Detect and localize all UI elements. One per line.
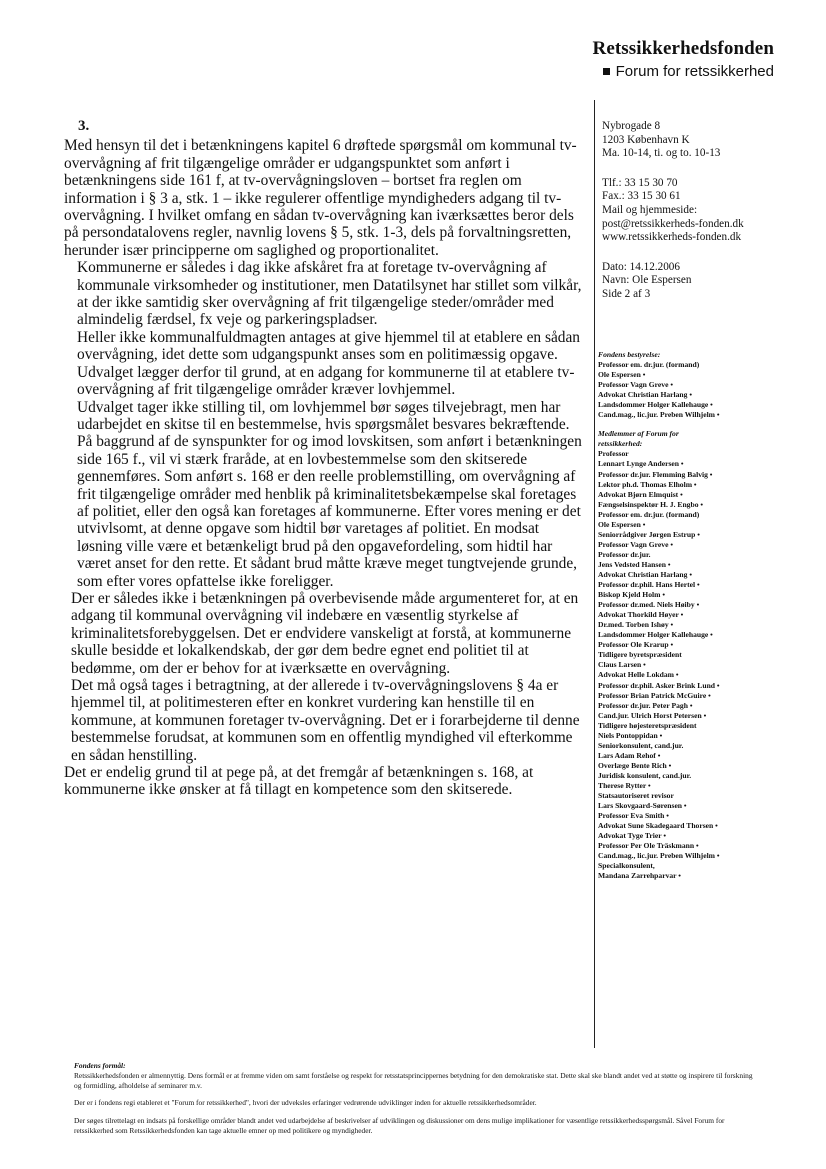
forum-heading-line-1: Medlemmer af Forum for — [598, 429, 679, 439]
forum-member: Tidligere byretspræsident — [598, 650, 682, 660]
forum-member: Dr.med. Torben Ishøy • — [598, 620, 674, 630]
forum-member: Professor dr.jur. — [598, 549, 651, 559]
footer-heading: Fondens formål: — [74, 1061, 126, 1070]
org-name: Retssikkerhedsfonden — [592, 38, 774, 59]
board-member: Cand.mag., lic.jur. Preben Wilhjelm • — [598, 410, 720, 420]
forum-member: Fængselsinspektør H. J. Engbo • — [598, 499, 704, 509]
forum-member: Professor Per Ole Träskmann • — [598, 841, 699, 851]
forum-member: Landsdommer Holger Kallehauge • — [598, 630, 713, 640]
forum-member: Advokat Tyge Trier • — [598, 831, 666, 841]
forum-member: Specialkonsulent, — [598, 861, 655, 871]
board-member: Ole Espersen • — [598, 370, 646, 380]
footer-paragraph-2: Der er i fondens regi etableret et "Forum for retssikkerhed", hvori der udveksles erfaringer vedrørende udviklinger inden for aktuelle retssikkerhedsområder. — [74, 1098, 537, 1108]
website: www.retssikkerheds-fonden.dk — [602, 231, 742, 244]
phone: Tlf.: 33 15 30 70 — [602, 176, 678, 189]
column-divider — [594, 100, 595, 1048]
forum-member: Tidligere højesteretspræsident — [598, 720, 697, 730]
paragraph-5: Udvalget tager ikke stilling til, om lovhjemmel bør søges tilvejebragt, men har udarbejdet en skitse til en bestemmelse, hvis spørgsmålet besvares bekræftende. — [77, 398, 570, 433]
paragraph-3: Heller ikke kommunalfuldmagten antages at give hjemmel til at etablere en sådan overvågning, idet dette som udgangspunkt anses som en politimæssig opgave. — [77, 328, 581, 364]
forum-member: Niels Pontoppidan • — [598, 730, 663, 740]
board-member: Professor em. dr.jur. (formand) — [598, 360, 700, 370]
forum-member: Cand.mag., lic.jur. Preben Wilhjelm • — [598, 851, 720, 861]
org-subtitle — [593, 63, 774, 80]
forum-member: Lektor ph.d. Thomas Elholm • — [598, 479, 697, 489]
forum-member: Overlæge Bente Rich • — [598, 760, 672, 770]
forum-heading-line-2: retssikkerhed: — [598, 439, 643, 449]
forum-member: Professor dr.med. Niels Høiby • — [598, 600, 700, 610]
forum-member: Professor dr.phil. Hans Hertel • — [598, 580, 700, 590]
forum-member: Ole Espersen • — [598, 519, 646, 529]
address-street: Nybrogade 8 — [602, 120, 661, 132]
footer-paragraph-3: Der søges tilrettelagt en indsats på forskellige områder blandt andet ved udarbejdelse af beskrivelser af udviklingen og diskussioner om dens mulige implikationer for væsentlige retssikkerhedsspørgsmål. Såvel Forum for retssikkerhed som Retssikkerhedsfonden kan tage aktuelle emner op med politikere og myndigheder. — [74, 1116, 725, 1135]
forum-member: Professor Ole Krarup • — [598, 640, 674, 650]
forum-member: Cand.jur. Ulrich Horst Petersen • — [598, 710, 707, 720]
forum-member: Professor em. dr.jur. (formand) — [598, 509, 700, 519]
paragraph-1: Med hensyn til det i betænkningens kapitel 6 drøftede spørgsmål om kommunal tv-overvågning af frit tilgængelige områder er udgangspunktet som anført i betænkningens side 161 f, at tv-overvågningsloven – bortset fra reglen om information i § 3 a, stk. 1 – ikke regulerer offentlige myndigheders adgang til tv-overvågning. I hvilket omfang en sådan tv-overvågning kan iværksættes beror dels på persondatalovens regler, navnlig lovens § 5, stk. 1-3, dels på forvaltningsretten, herunder især principperne om saglighed og proportionalitet. — [64, 137, 577, 259]
forum-member: Professor Vagn Greve • — [598, 539, 674, 549]
board-heading: Fondens bestyrelse: — [598, 350, 661, 359]
paragraph-2: Kommunerne er således i dag ikke afskåret fra at foretage tv-overvågning af kommunale virksomheder og institutioner, men Datatilsynet har stillet som vilkår, at der ikke samtidig sker overvågning af frit tilgængelige steder/områder med almindelig færdsel, fx veje og parkeringspladser. — [77, 259, 582, 329]
paragraph-7: Der er således ikke i betænkningen på overbevisende måde argumenteret for, at en adgang til kommunal overvågning vil indebære en væsentlig styrkelse af kriminalitetsforebyggelsen. Det er endvidere vanskeligt at forstå, at kommunerne skulle besidde et lokalkendskab, der gør dem bedre egnet end politiet til at bedømme, om der er behov for at iværksætte en overvågning. — [71, 589, 579, 677]
paragraph-6: På baggrund af de synspunkter for og imod lovskitsen, som anført i betænkningen side 165 f., vil vi stærk fraråde, at en lovbestemmelse som den skitserede gennemføres. Som anført s. 168 er den reelle problemstilling, om overvågning af frit tilgængelige områder med henblik på kriminalitetsbekæmpelse skal foretages af politiet, eller den også kan foretages af kommunerne. Efter vores mening er det utvivlsomt, at denne opgave som hidtil bør varetages af politiet. En modsat løsning ville være et betænkeligt brud på den opgavefordeling, som hidtil har været anset for den rette. Et sådant brud måtte kræve meget tungtvejende grunde, som efter vores opfattelse ikke foreligger. — [77, 433, 582, 590]
forum-member: Professor — [598, 449, 629, 459]
forum-member: Seniorrådgiver Jørgen Estrup • — [598, 529, 700, 539]
board-member: Advokat Christian Harlang • — [598, 390, 693, 400]
opening-hours: Ma. 10-14, ti. og to. 10-13 — [602, 147, 721, 160]
address-block — [602, 120, 802, 161]
letter-meta — [602, 261, 802, 302]
contact-block — [602, 177, 802, 245]
footer-paragraph-1: Retssikkerhedsfonden er almennyttig. Dens formål er at fremme viden om samt forståelse og respekt for retsstatsprincippernes betydning for den demokratiske stat. Dette skal ske blandt andet ved at støtte og inspirere til forskning og formidling, afholdelse af seminarer m.v. — [74, 1070, 753, 1090]
web-label: Mail og hjemmeside: — [602, 203, 698, 216]
forum-member: Seniorkonsulent, cand.jur. — [598, 740, 684, 750]
forum-member: Advokat Christian Harlang • — [598, 569, 693, 579]
page-number: Side 2 af 3 — [602, 287, 651, 300]
address-city: 1203 København K — [602, 133, 690, 146]
board-member: Professor Vagn Greve • — [598, 380, 674, 390]
main-text — [64, 118, 588, 799]
forum-member: Lennart Lynge Andersen • — [598, 459, 684, 469]
forum-heading — [598, 429, 808, 449]
forum-member: Statsautoriseret revisor — [598, 791, 674, 801]
member-lists — [598, 350, 808, 881]
email: post@retssikkerheds-fonden.dk — [602, 217, 744, 230]
contact-info — [602, 120, 802, 318]
board-list — [598, 360, 808, 420]
forum-member: Professor dr.jur. Flemming Balvig • — [598, 469, 713, 479]
forum-member: Claus Larsen • — [598, 660, 646, 670]
section-number: 3. — [78, 118, 90, 134]
bullet-square-icon — [603, 68, 610, 75]
footer — [74, 1061, 754, 1144]
forum-member: Lars Skovgaard-Sørensen • — [598, 801, 687, 811]
forum-member: Advokat Sune Skadegaard Thorsen • — [598, 821, 718, 831]
forum-member: Advokat Helle Lokdam • — [598, 670, 679, 680]
forum-member: Mandana Zarrehparvar • — [598, 871, 681, 881]
board-member: Landsdommer Holger Kallehauge • — [598, 400, 713, 410]
forum-member: Jens Vedsted Hansen • — [598, 559, 671, 569]
forum-list — [598, 449, 808, 881]
forum-member: Juridisk konsulent, cand.jur. — [598, 770, 692, 780]
forum-member: Therese Rytter • — [598, 780, 651, 790]
forum-member: Professor dr.phil. Asker Brink Lund • — [598, 680, 720, 690]
forum-member: Professor Brian Patrick McGuire • — [598, 690, 711, 700]
paragraph-4: Udvalget lægger derfor til grund, at en adgang for kommunerne til at etablere tv-overvågning af frit tilgængelige områder kræver lovhjemmel. — [77, 363, 575, 399]
org-subtitle-text: Forum for retssikkerhed — [615, 63, 774, 80]
forum-member: Biskop Kjeld Holm • — [598, 590, 666, 600]
letter-date: Dato: 14.12.2006 — [602, 260, 680, 273]
paragraph-9: Det er endelig grund til at pege på, at det fremgår af betænkningen s. 168, at kommunerne ikke ønsker at få tillagt en kompetence som den skitserede. — [64, 764, 534, 799]
fax: Fax.: 33 15 30 61 — [602, 190, 681, 203]
forum-member: Advokat Thorkild Høyer • — [598, 610, 684, 620]
forum-member: Advokat Bjørn Elmquist • — [598, 489, 683, 499]
letter-author: Navn: Ole Espersen — [602, 274, 692, 287]
forum-member: Lars Adam Rehof • — [598, 750, 661, 760]
forum-member: Professor Eva Smith • — [598, 811, 669, 821]
forum-member: Professor dr.jur. Peter Pagh • — [598, 700, 693, 710]
paragraph-8: Det må også tages i betragtning, at der allerede i tv-overvågningslovens § 4a er hjemmel til, at politimesteren efter en konkret vurdering kan henstille til en kommune, at kommunen foretager tv-overvågning. Det er i forarbejderne til denne bestemmelse forudsat, at kommunen som en offentlig myndighed vil efterkomme en sådan henstilling. — [71, 677, 580, 764]
letterhead — [593, 38, 774, 80]
